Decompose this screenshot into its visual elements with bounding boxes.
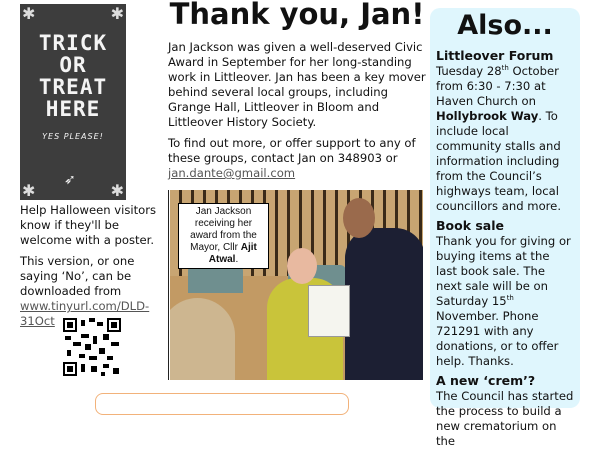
contact-text: To find out more, or offer support to any of these groups, contact Jan on 348903 or <box>168 136 416 165</box>
poster-line: TRICK <box>38 31 108 55</box>
qr-code-icon <box>63 318 121 376</box>
cobweb-icon: ✱ <box>22 181 36 200</box>
certificate <box>308 285 350 337</box>
cobweb-icon: ✱ <box>110 4 124 23</box>
crematorium-heading: A new ‘crem’? <box>436 373 536 388</box>
caption-name: Ajit Atwal <box>208 242 257 265</box>
poster-line: OR <box>59 53 87 77</box>
article-paragraph: Jan Jackson was given a well-deserved Civic Award in September for her long-standing work in Littleover. Jan has been a key mover behind several local groups, including Grange Hall, Littleover in Bloom and Littleover History Society. <box>168 40 426 129</box>
poster-line: HERE <box>45 97 101 121</box>
caption-text: Jan Jackson receiving her award from the Mayor, Cllr <box>190 206 257 253</box>
bird-logo-icon: ➶ <box>64 172 76 188</box>
poster-line: TREAT <box>38 75 108 99</box>
download-label: This version, or one saying ‘No’, can be downloaded from <box>20 254 135 298</box>
article-title: Thank you, Jan! <box>169 0 425 31</box>
column-divider <box>168 190 169 380</box>
poster-tagline: YES PLEASE! <box>42 132 104 141</box>
crematorium-text: The Council has started the process to build a new crematorium on the <box>436 389 574 448</box>
also-title: Also... <box>457 10 553 41</box>
cobweb-icon: ✱ <box>22 4 36 23</box>
award-photo <box>170 190 423 380</box>
caption-end: . <box>235 254 239 265</box>
halloween-blurb <box>20 203 166 335</box>
poster-download-link[interactable]: www.tinyurl.com/DLD-31Oct <box>20 299 150 328</box>
halloween-text: Help Halloween visitors know if they'll be welcome with a poster. <box>20 203 157 247</box>
article-body <box>168 40 430 187</box>
book-sale-text: Thank you for giving or buying items at the last book sale. The next sale will be on Saturday 15th November. Phone 721291 with any donations, or to offer help. Thanks. <box>436 234 571 368</box>
forum-heading: Littleover Forum <box>436 48 554 63</box>
book-sale-heading: Book sale <box>436 218 505 233</box>
poster-headline <box>20 32 126 120</box>
halloween-poster-image <box>20 4 126 200</box>
photo-caption <box>178 203 269 269</box>
email-link[interactable]: jan.dante@gmail.com <box>168 166 296 180</box>
forum-text: Tuesday 28th October from 6:30 - 7:30 at Haven Church on Hollybrook Way. To include local community stalls and information including from the Council’s highways team, local councillors and more. <box>436 64 562 213</box>
next-article-box <box>95 393 349 415</box>
cobweb-icon: ✱ <box>110 181 124 200</box>
also-panel <box>430 8 580 448</box>
article-paragraph <box>168 136 430 181</box>
